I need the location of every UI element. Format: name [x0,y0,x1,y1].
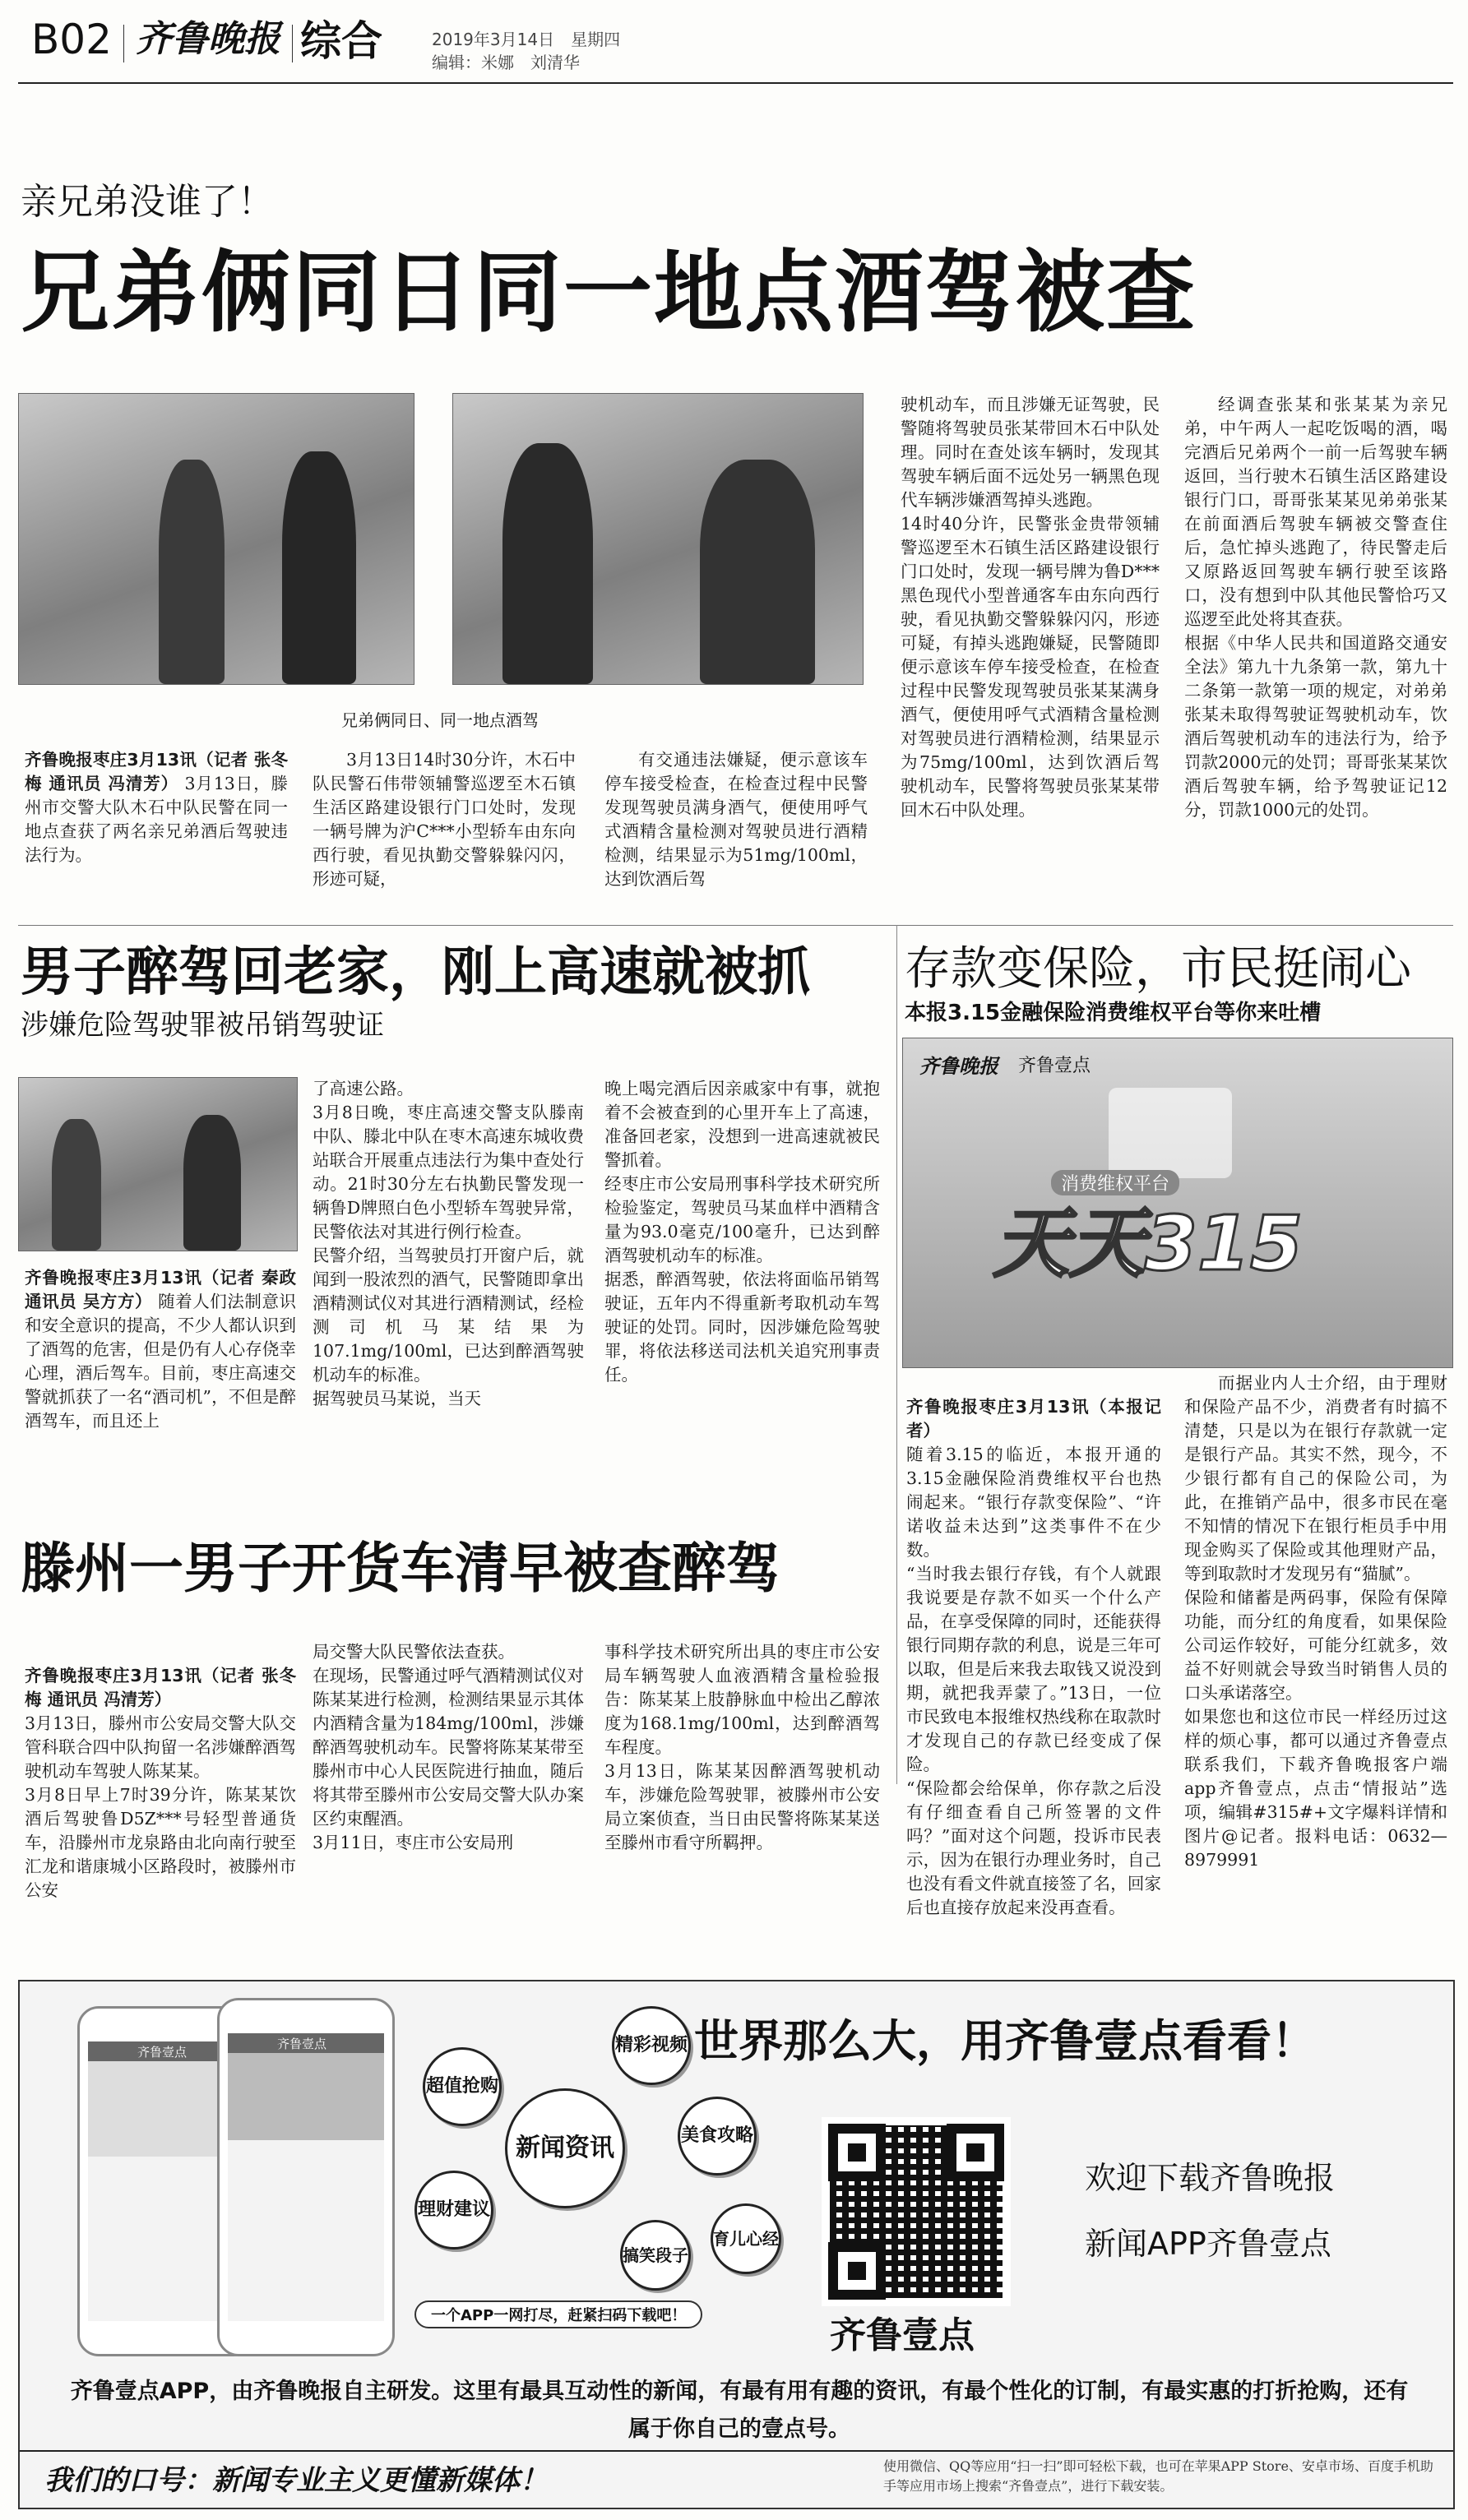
banner-logo-paper: 齐鲁晚报 [919,1054,998,1078]
story1-col4-text: 驶机动车，而且涉嫌无证驾驶，民警随将驾驶员张某带回木石中队处理。同时在查处该车辆时，发现其驾驶车辆后面不远处另一辆黑色现代车辆涉嫌酒驾掉头逃跑。 14时40分许，民警张金贵带领辅警巡逻至木石镇生活区路建设银行门口处时，发现一辆号牌为鲁D***黑色现代小型普通客车由东向西行驶，看见执勤交警躲躲闪闪，形迹可疑，有掉头逃跑嫌疑，民警随即便示意该车停车接受检查，在检查过程中民警发现驾驶员张某某满身酒气，便使用呼气式酒精含量检测对驾驶员进行酒精检测，结果显示为75mg/100ml，达到饮酒后驾驶机动车，民警将驾驶员张某某带回木石中队处理。 [901,395,1160,820]
story2-col2 [313,1077,584,1505]
qr-finder [828,2124,886,2181]
section-rule [18,925,1453,926]
banner-tag: 消费维权平台 [1051,1170,1179,1195]
driver-figure [282,451,356,684]
story4-banner [902,1038,1453,1368]
bubble-banner: 一个APP一网打尽，赶紧扫码下载吧！ [414,2300,702,2328]
story2-col1-text: 随着人们法制意识和安全意识的提高，不少人都认识到了酒驾的危害，但是仍有人心存侥幸心理，酒后驾车。目前，枣庄高速交警就抓获了一名“酒司机”，不但是醉酒驾车，而且还上 [25,1292,296,1431]
qr-code [822,2117,1011,2306]
banner-bag-illustration [1109,1088,1232,1178]
phone-app-title: 齐鲁壹点 [137,2045,188,2060]
story2-headline: 男子醉驾回老家，刚上高速就被抓 [21,942,810,1003]
story2-dateline: 齐鲁晚报枣庄3月13讯（记者 秦政 通讯员 吴方方） [25,1268,296,1311]
bubble-parenting: 育儿心经 [711,2203,781,2274]
story4-col1-text: 随着3.15的临近，本报开通的3.15金融保险消费维权平台也热闹起来。“银行存款变保险”、“许诺收益未达到”这类事件不在少数。 “当时我去银行存钱，有个人就跟我说要是存款不如买一个什么产品，在享受保障的同时，还能获得银行同期存款的利息，说是三年可以取，但是后来我去取钱又说没到期，就把我弄蒙了。”13日，一位市民致电本报维权热线称在取款时才发现自己的存款已经变成了保险。 “保险都会给保单，你存款之后没有仔细查看自己所签署的文件吗？”面对这个问题，投诉市民表示，因为在银行办理业务时，自己也没有看文件就直接签了名，回家后也直接存放起来没再查看。 [906,1445,1161,1917]
story3-col2 [313,1640,584,1903]
masthead-divider [123,25,124,62]
story4-col2 [1184,1371,1447,1943]
story3-col1 [25,1640,296,1903]
story1-kicker: 亲兄弟没谁了！ [21,181,274,223]
phone-app-title: 齐鲁壹点 [277,2037,327,2051]
story1-photo-right [452,393,864,685]
ad-logo: 齐鲁壹点 [830,2314,975,2356]
story4-dateline: 齐鲁晚报枣庄3月13讯（本报记者） [906,1397,1161,1440]
banner-logo-app: 齐鲁壹点 [1018,1056,1091,1076]
story1-col1-text: 3月13日，滕州市交警大队木石中队民警在同一地点查获了两名亲兄弟酒后驾驶违法行为。 [25,774,288,865]
story2-photo [18,1077,298,1251]
story3-col3-text: 事科学技术研究所出具的枣庄市公安局车辆驾驶人血液酒精含量检验报告：陈某某上肢静脉血中检出乙醇浓度为168.1mg/100ml，达到醉酒驾车程度。 3月13日，陈某某因醉酒驾驶机动车，涉嫌危险驾驶罪，被滕州市公安局立案侦查，当日由民警将陈某某送至滕州市看守所羁押。 [604,1642,880,1852]
bubble-deals: 超值抢购 [423,2047,502,2126]
police-figure [52,1119,101,1251]
story3-col1-text: 3月13日，滕州市公安局交警大队交管科联合四中队拘留一名涉嫌醉酒驾驶机动车驾驶人陈某某。 3月8日早上7时39分许，陈某某饮酒后驾驶鲁D5Z***号轻型普通货车，沿滕州市龙泉路由北向南行驶至汇龙和谐康城小区路段时，被滕州市公安 [25,1713,296,1900]
story1-col5-text: 经调查张某和张某某为亲兄弟，中午两人一起吃饭喝的酒，喝完酒后兄弟两个一前一后驾驶车辆返回，当行驶木石镇生活区路建设银行门口，哥哥张某某见弟弟张某在前面酒后驾驶车辆被交警查住后，急忙掉头逃跑了，待民警走后又原路返回驾驶车辆行驶至该路口，没有想到中队其他民警恰巧又巡逻至此处将其查获。 根据《中华人民共和国道路交通安全法》第九十九条第一款，第九十二条第一款第一项的规定，对弟弟张某未取得驾驶证驾驶机动车，饮酒后驾驶机动车的违法行为，给予罚款2000元的处罚；哥哥张某某饮酒后驾驶车辆，给予驾驶证记12分，罚款1000元的处罚。 [1184,395,1447,820]
story2-subhead: 涉嫌危险驾驶罪被吊销驾驶证 [21,1009,384,1042]
ad-rule [20,2450,1453,2452]
story2-col3-text: 晚上喝完酒后因亲戚家中有事，就抱着不会被查到的心里开车上了高速，准备回老家，没想到一进高速就被民警抓着。 经枣庄市公安局刑事科学技术研究所检验鉴定，驾驶员马某血样中酒精含量为93.0毫克/100毫升，已达到醉酒驾驶机动车的标准。 据悉，醉酒驾驶，依法将面临吊销驾驶证，五年内不得重新考取机动车驾驶证的处罚。同时，因涉嫌危险驾驶罪，将依法移送司法机关追究刑事责任。 [604,1079,880,1385]
download-line-1: 欢迎下载齐鲁晚报 [1085,2160,1336,2196]
driver-figure [183,1115,241,1251]
issue-date: 2019年3月14日 星期四 [432,30,621,49]
story3-dateline: 齐鲁晚报枣庄3月13讯（记者 张冬梅 通讯员 冯清芳） [25,1666,296,1709]
phone-screen [228,2033,384,2321]
story1-caption: 兄弟俩同日、同一地点酒驾 [341,710,539,730]
story1-col2-text: 3月13日14时30分许，木石中队民警石伟带领辅警巡逻至木石镇生活区路建设银行门口处时，发现一辆号牌为沪C***小型轿车由东向西行驶，看见执勤交警躲躲闪闪，形迹可疑， [313,750,576,889]
driver-figure [502,443,593,684]
masthead-divider-2 [292,25,293,62]
story2-col3 [604,1077,880,1505]
masthead-rule [18,82,1453,84]
bubble-food: 美食攻略 [678,2097,757,2176]
ad-description: 齐鲁壹点APP，由齐鲁晚报自主研发。这里有最具互动性的新闻，有最有用有趣的资讯，有最个性化的订制，有最实惠的打折抢购，还有属于你自己的壹点号。 [70,2379,1409,2442]
story2-col1 [25,1266,296,1505]
police-figure [700,460,815,684]
phone-mockup [217,1998,395,2356]
section-name: 综合 [300,17,382,65]
story3-col3 [604,1640,880,1903]
ad-slogan: 世界那么大，用齐鲁壹点看看！ [694,2015,1316,2067]
story1-col4 [901,393,1160,913]
page-number: B02 [31,16,112,63]
story1-col3 [604,748,868,913]
ad-motto: 我们的口号：新闻专业主义更懂新媒体！ [44,2464,548,2497]
story4-col1 [906,1371,1161,1943]
banner-title: 天天315 [993,1200,1304,1288]
story1-dateline: 齐鲁晚报枣庄3月13讯（记者 张冬梅 通讯员 冯清芳） [25,750,288,793]
story2-col2-text: 了高速公路。 3月8日晚，枣庄高速交警支队滕南中队、滕北中队在枣木高速东城收费站联合开展重点违法行为集中查处行动。21时30分左右执勤民警发现一辆鲁D牌照白色小型轿车驾驶异常，民警依法对其进行例行检查。 民警介绍，当驾驶员打开窗户后，就闻到一股浓烈的酒气，民警随即拿出酒精测试仪对其进行酒精测试，经检测司机马某结果为107.1mg/100ml，已达到醉酒驾驶机动车的标准。 据驾驶员马某说，当天 [313,1079,584,1408]
qr-finder [828,2242,886,2300]
bubble-jokes: 搞笑段子 [620,2220,691,2291]
story1-headline: 兄弟俩同日同一地点酒驾被查 [21,242,1197,344]
story1-col3-text: 有交通违法嫌疑，便示意该车停车接受检查，在检查过程中民警发现驾驶员满身酒气，便使用呼气式酒精含量检测对驾驶员进行酒精检测，结果显示为51mg/100ml，达到饮酒后驾 [604,750,868,889]
story4-subhead: 本报3.15金融保险消费维权平台等你来吐槽 [905,1001,1322,1025]
column-rule [896,925,897,1784]
bubble-finance: 理财建议 [414,2171,493,2250]
police-figure [159,460,225,684]
story1-photo-left [18,393,414,685]
download-line-2: 新闻APP齐鲁壹点 [1085,2226,1331,2262]
story1-col5 [1184,393,1447,913]
ad-usage: 使用微信、QQ等应用“扫一扫”即可轻松下载，也可在苹果APP Store、安卓市场、百度手机助手等应用市场上搜索“齐鲁壹点”，进行下载安装。 [883,2458,1433,2494]
story3-col2-text: 局交警大队民警依法查获。 在现场，民警通过呼气酒精测试仪对陈某某进行检测，检测结果显示其体内酒精含量为184mg/100ml，涉嫌醉酒驾驶机动车。民警将陈某某带至滕州市中心人民医院进行抽血，随后将其带至滕州市公安局交警大队办案区约束醒酒。 3月11日，枣庄市公安局刑 [313,1642,584,1852]
qr-finder [947,2124,1004,2181]
bubble-video: 精彩视频 [612,2006,691,2085]
editors: 编辑：米娜 刘清华 [432,53,580,72]
paper-logo: 齐鲁晚报 [136,18,280,60]
app-advert [18,1980,1455,2509]
story3-headline: 滕州一男子开货车清早被查醉驾 [21,1537,780,1600]
story4-col2-text: 而据业内人士介绍，由于理财和保险产品不少，消费者有时搞不清楚，只是以为在银行存款就一定是银行产品。其实不然，现今，不少银行都有自己的保险公司，为此，在推销产品中，很多市民在毫不知情的情况下在银行柜员手中用现金购买了保险或其他理财产品，等到取款时才发现另有“猫腻”。 保险和储蓄是两码事，保险有保障功能，而分红的角度看，如果保险公司运作较好，可能分红就多，效益不好则就会导致当时销售人员的口头承诺落空。 如果您也和这位市民一样经历过这样的烦心事，都可以通过齐鲁壹点联系我们，下载齐鲁晚报客户端app齐鲁壹点，点击“情报站”选项，编辑#315#+文字爆料详情和图片@记者。报料电话：0632—8979991 [1184,1373,1447,1870]
story1-col2 [313,748,576,913]
story4-headline: 存款变保险，市民挺闹心 [905,942,1411,996]
bubble-news: 新闻资讯 [505,2088,625,2208]
story1-col1 [25,748,288,913]
